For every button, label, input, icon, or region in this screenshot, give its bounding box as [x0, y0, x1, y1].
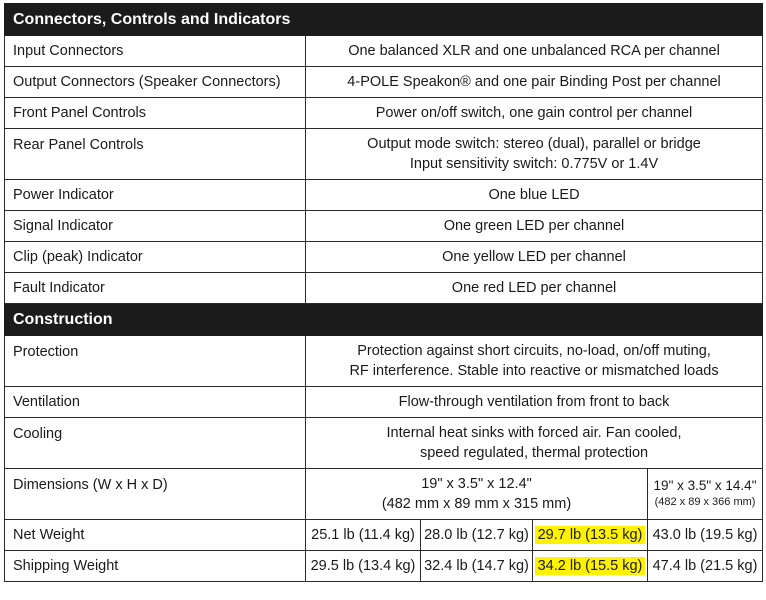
table-row — [5, 551, 763, 582]
row-label: Clip (peak) Indicator — [5, 242, 306, 273]
table-row — [5, 387, 763, 418]
dimensions-value-standard — [306, 469, 648, 520]
table-row — [5, 520, 763, 551]
value-line: Internal heat sinks with forced air. Fan cooled, — [386, 425, 682, 441]
weight-cell-highlighted — [533, 551, 648, 582]
weight-cell-highlighted — [533, 520, 648, 551]
table-row — [5, 180, 763, 211]
value-line: 19" x 3.5" x 12.4" — [421, 476, 532, 492]
row-value: One yellow LED per channel — [306, 242, 763, 273]
highlight-mark: 34.2 lb (15.5 kg) — [535, 557, 646, 575]
table-row — [5, 98, 763, 129]
row-value: One blue LED — [306, 180, 763, 211]
table-row — [5, 67, 763, 98]
row-label: Power Indicator — [5, 180, 306, 211]
row-label: Ventilation — [5, 387, 306, 418]
weight-cell: 28.0 lb (12.7 kg) — [421, 520, 533, 551]
weight-cell: 43.0 lb (19.5 kg) — [648, 520, 763, 551]
section-header-connectors — [5, 4, 763, 36]
row-label: Protection — [5, 336, 306, 387]
table-row — [5, 129, 763, 180]
row-value: One green LED per channel — [306, 211, 763, 242]
weight-cell: 32.4 lb (14.7 kg) — [421, 551, 533, 582]
value-line: 19" x 3.5" x 14.4" — [653, 478, 757, 493]
value-line: (482 mm x 89 mm x 315 mm) — [381, 496, 572, 512]
row-label: Cooling — [5, 418, 306, 469]
highlight-mark: 29.7 lb (13.5 kg) — [535, 526, 646, 544]
value-line: speed regulated, thermal protection — [419, 445, 649, 461]
section-title: Construction — [5, 304, 763, 336]
value-line: (482 x 89 x 366 mm) — [654, 496, 756, 508]
row-label: Dimensions (W x H x D) — [5, 469, 306, 520]
value-line: Output mode switch: stereo (dual), parallel or bridge — [367, 136, 701, 152]
dimensions-value-deep — [648, 469, 763, 520]
value-line: Input sensitivity switch: 0.775V or 1.4V — [409, 156, 659, 172]
weight-cell: 25.1 lb (11.4 kg) — [306, 520, 421, 551]
weight-cell: 29.5 lb (13.4 kg) — [306, 551, 421, 582]
table-row — [5, 469, 763, 520]
row-label: Front Panel Controls — [5, 98, 306, 129]
row-value: Power on/off switch, one gain control per channel — [306, 98, 763, 129]
spec-table — [4, 3, 763, 582]
section-header-construction — [5, 304, 763, 336]
row-value — [306, 129, 763, 180]
row-label: Input Connectors — [5, 36, 306, 67]
value-line: RF interference. Stable into reactive or mismatched loads — [349, 363, 719, 379]
row-label: Output Connectors (Speaker Connectors) — [5, 67, 306, 98]
table-row — [5, 273, 763, 304]
table-row — [5, 242, 763, 273]
row-value — [306, 336, 763, 387]
value-line: Protection against short circuits, no-load, on/off muting, — [357, 343, 711, 359]
row-label: Rear Panel Controls — [5, 129, 306, 180]
row-value: Flow-through ventilation from front to back — [306, 387, 763, 418]
table-row — [5, 211, 763, 242]
row-label: Fault Indicator — [5, 273, 306, 304]
table-row — [5, 336, 763, 387]
section-title: Connectors, Controls and Indicators — [5, 4, 763, 36]
row-label: Net Weight — [5, 520, 306, 551]
weight-cell: 47.4 lb (21.5 kg) — [648, 551, 763, 582]
row-value: 4-POLE Speakon® and one pair Binding Post per channel — [306, 67, 763, 98]
table-row — [5, 36, 763, 67]
row-value: One red LED per channel — [306, 273, 763, 304]
row-label: Signal Indicator — [5, 211, 306, 242]
row-label: Shipping Weight — [5, 551, 306, 582]
row-value — [306, 418, 763, 469]
row-value: One balanced XLR and one unbalanced RCA per channel — [306, 36, 763, 67]
table-row — [5, 418, 763, 469]
